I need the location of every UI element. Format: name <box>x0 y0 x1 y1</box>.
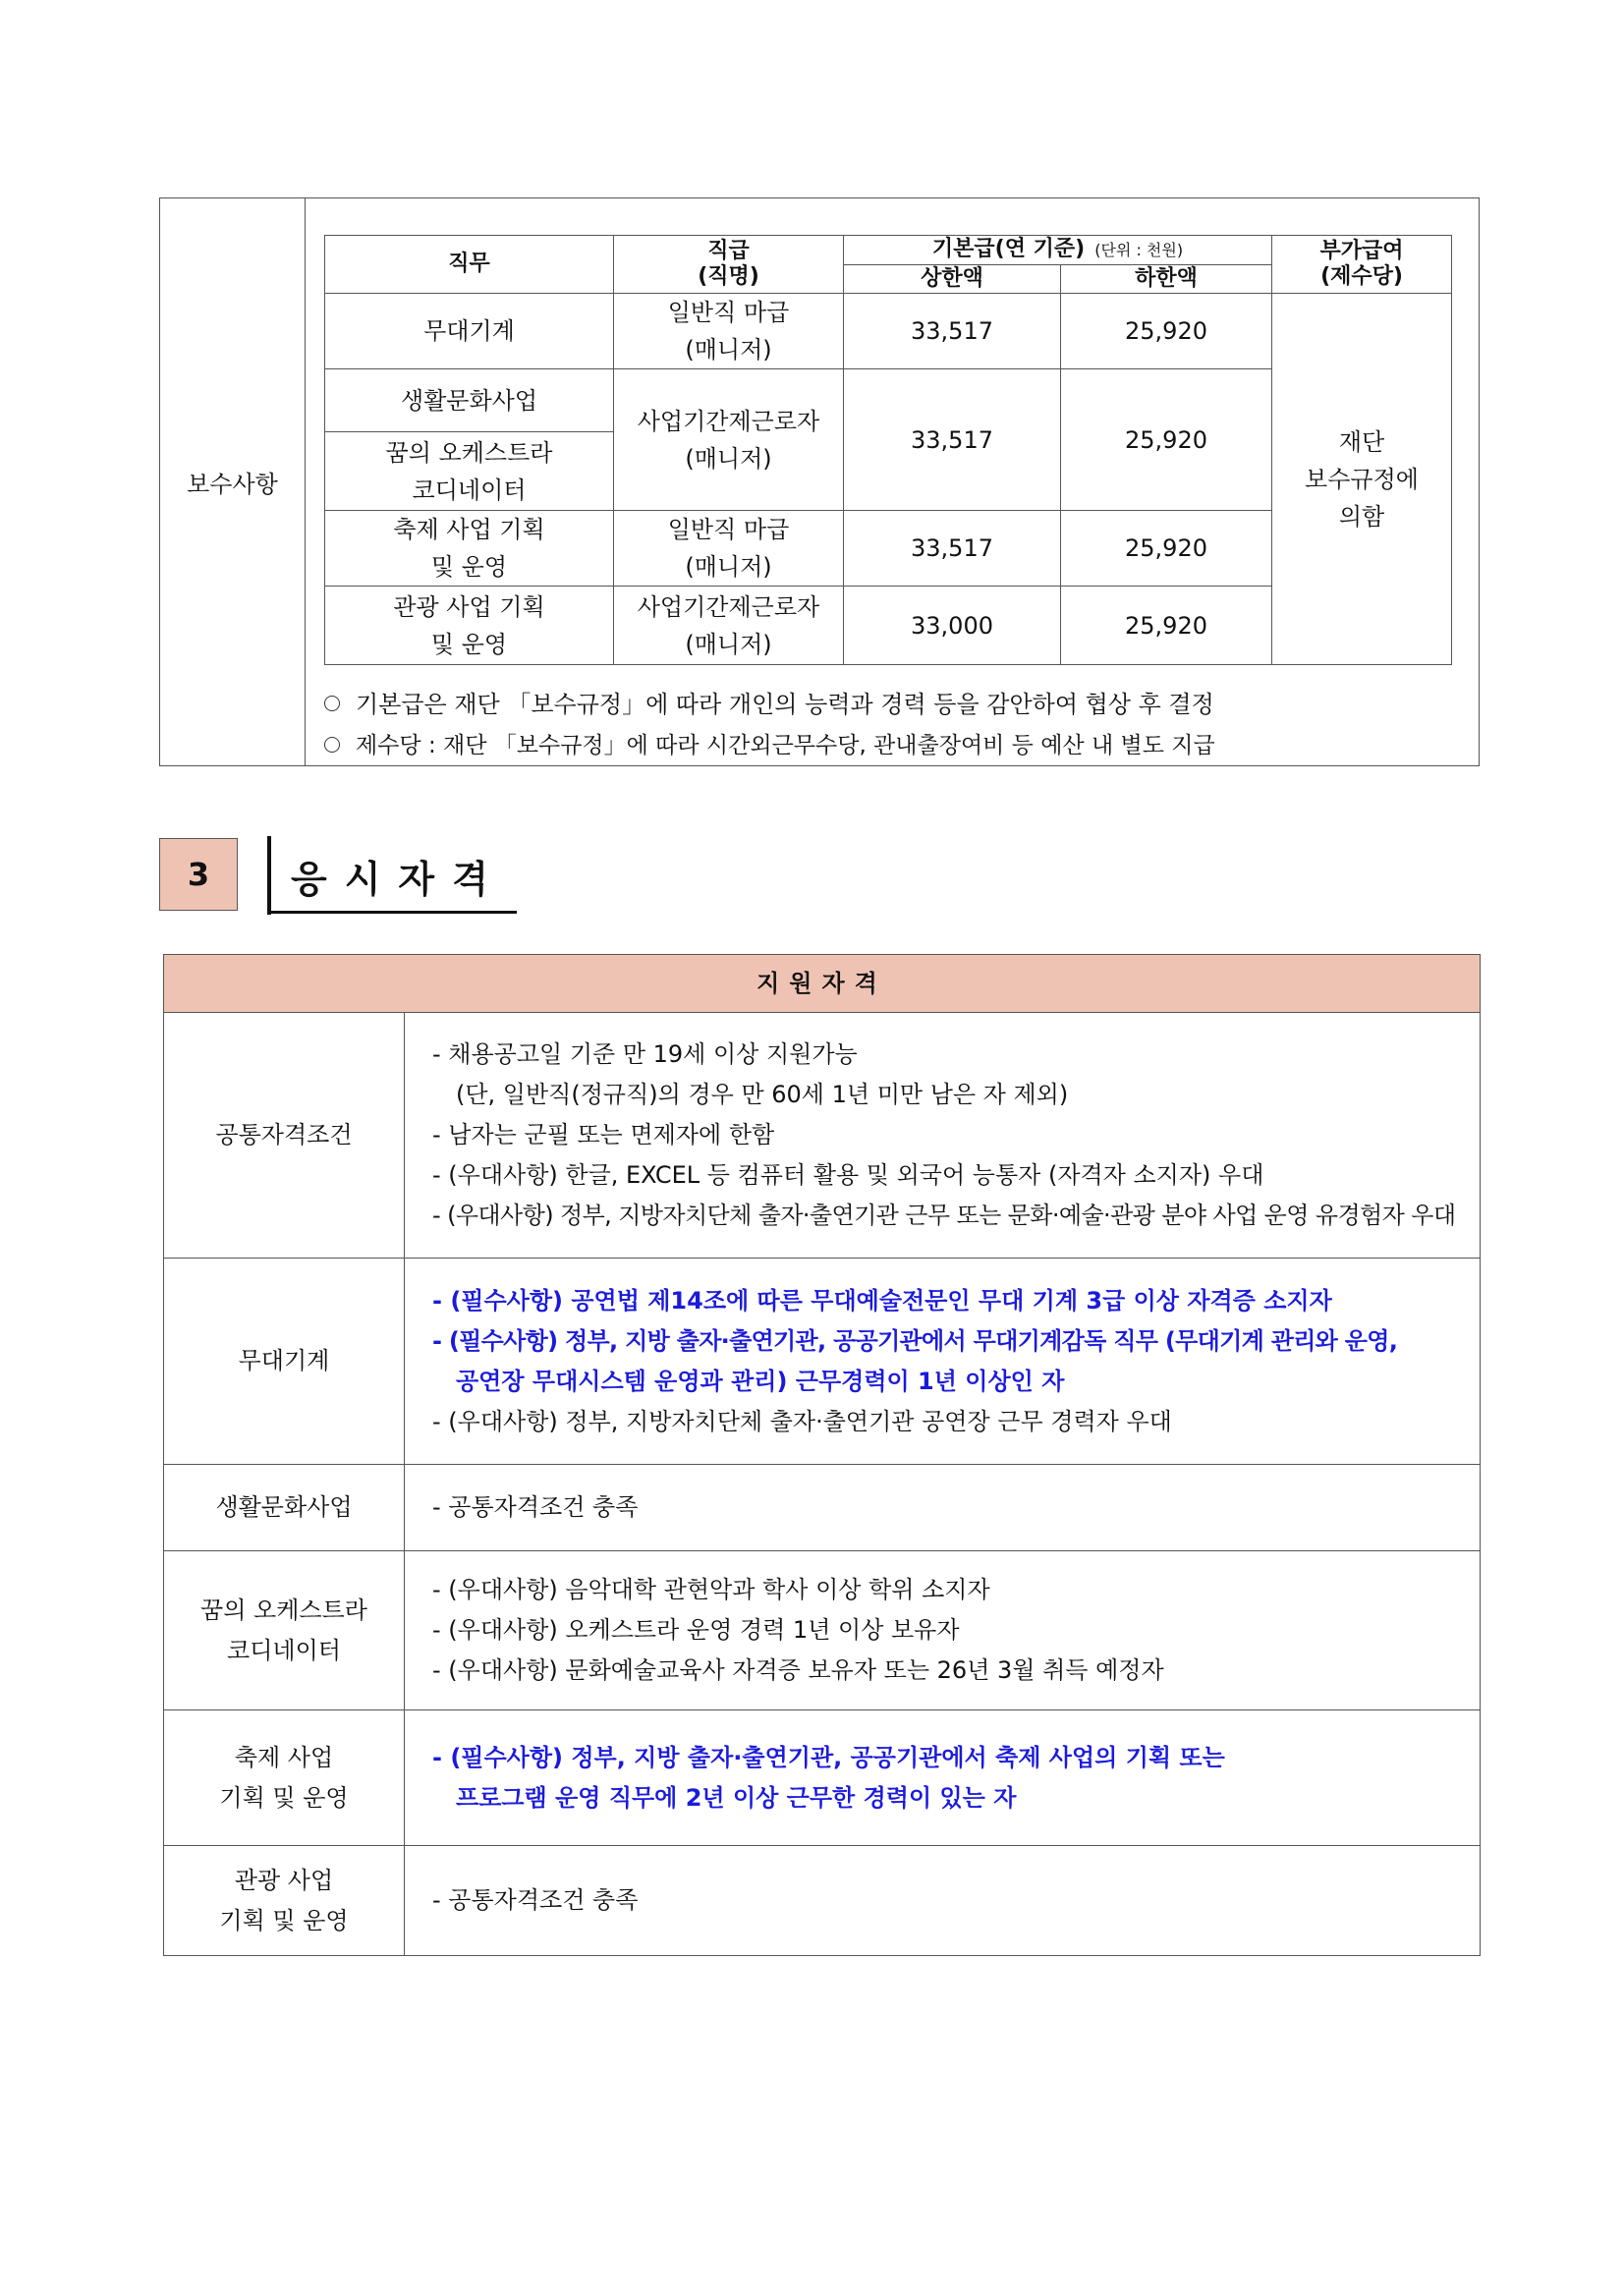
circle-bullet-icon <box>324 696 340 711</box>
note-item: 제수당 : 재단 「보수규정」에 따라 시간외근무수당, 관내출장여비 등 예산 내 별도 지급 <box>324 725 1215 766</box>
lower-cell: 25,920 <box>1061 294 1272 369</box>
grade-cell: 일반직 마급 (매니저) <box>614 294 844 369</box>
lower-cell: 25,920 <box>1061 369 1272 511</box>
duty-cell: 꿈의 오케스트라 코디네이터 <box>325 432 614 511</box>
role-cell: 생활문화사업 <box>164 1465 405 1551</box>
header-extra-pay: 부가급여 (제수당) <box>1272 236 1452 294</box>
grade-cell: 일반직 마급 (매니저) <box>614 511 844 587</box>
section-number: 3 <box>159 838 238 911</box>
pay-notes <box>324 684 1215 766</box>
role-cell: 축제 사업 기획 및 운영 <box>164 1710 405 1846</box>
lower-cell: 25,920 <box>1061 511 1272 587</box>
upper-cell: 33,000 <box>844 587 1061 665</box>
upper-cell: 33,517 <box>844 511 1061 587</box>
header-base-pay: 기본급(연 기준) (단위 : 천원) <box>844 236 1272 265</box>
pay-section-label: 보수사항 <box>160 198 306 765</box>
section-underline <box>267 911 517 914</box>
qualifications-header: 지원자격 <box>164 955 1481 1013</box>
upper-cell: 33,517 <box>844 294 1061 369</box>
duty-cell: 관광 사업 기획 및 운영 <box>325 587 614 665</box>
grade-cell: 사업기간제근로자 (매니저) <box>614 587 844 665</box>
extra-pay-cell: 재단 보수규정에 의함 <box>1272 294 1452 665</box>
header-grade: 직급 (직명) <box>614 236 844 294</box>
section-divider <box>267 836 271 915</box>
duty-cell: 축제 사업 기획 및 운영 <box>325 511 614 587</box>
circle-bullet-icon <box>324 737 340 753</box>
header-upper: 상한액 <box>844 265 1061 294</box>
duty-cell: 생활문화사업 <box>325 369 614 432</box>
requirements-cell: - (우대사항) 음악대학 관현악과 학사 이상 학위 소지자 - (우대사항) 오케스트라 운영 경력 1년 이상 보유자 - (우대사항) 문화예술교육사 자격증 보유자 또는 26년 3월 취득 예정자 <box>405 1551 1481 1710</box>
role-cell: 꿈의 오케스트라 코디네이터 <box>164 1551 405 1710</box>
note-item: 기본급은 재단 「보수규정」에 따라 개인의 능력과 경력 등을 감안하여 협상 후 결정 <box>324 684 1215 725</box>
role-cell: 관광 사업 기획 및 운영 <box>164 1846 405 1956</box>
lower-cell: 25,920 <box>1061 587 1272 665</box>
duty-cell: 무대기계 <box>325 294 614 369</box>
requirements-cell: - 공통자격조건 충족 <box>405 1846 1481 1956</box>
role-cell: 무대기계 <box>164 1259 405 1465</box>
upper-cell: 33,517 <box>844 369 1061 511</box>
grade-cell: 사업기간제근로자 (매니저) <box>614 369 844 511</box>
role-cell: 공통자격조건 <box>164 1013 405 1259</box>
header-duty: 직무 <box>325 236 614 294</box>
section-title: 응시자격 <box>291 858 506 901</box>
unit-note: (단위 : 천원) <box>1094 241 1184 259</box>
qualifications-table <box>163 954 1481 1956</box>
pay-table <box>324 235 1452 665</box>
header-lower: 하한액 <box>1061 265 1272 294</box>
requirements-cell: - 채용공고일 기준 만 19세 이상 지원가능 (단, 일반직(정규직)의 경우 만 60세 1년 미만 남은 자 제외) - 남자는 군필 또는 면제자에 한함 - (우대사항) 한글, EXCEL 등 컴퓨터 활용 및 외국어 능통자 (자격자 소지자) 우대 - (우대사항) 정부, 지방자치단체 출자·출연기관 근무 또는 문화·예술·관광 분야 사업 운영 유경험자 우대 <box>405 1013 1481 1259</box>
requirements-cell: - (필수사항) 공연법 제14조에 따른 무대예술전문인 무대 기계 3급 이상 자격증 소지자 - (필수사항) 정부, 지방 출자·출연기관, 공공기관에서 무대기계감독 직무 (무대기계 관리와 운영, 공연장 무대시스템 운영과 관리) 근무경력이 1년 이상인 자 - (우대사항) 정부, 지방자치단체 출자·출연기관 공연장 근무 경력자 우대 <box>405 1259 1481 1465</box>
requirements-cell: - (필수사항) 정부, 지방 출자·출연기관, 공공기관에서 축제 사업의 기획 또는 프로그램 운영 직무에 2년 이상 근무한 경력이 있는 자 <box>405 1710 1481 1846</box>
requirements-cell: - 공통자격조건 충족 <box>405 1465 1481 1551</box>
